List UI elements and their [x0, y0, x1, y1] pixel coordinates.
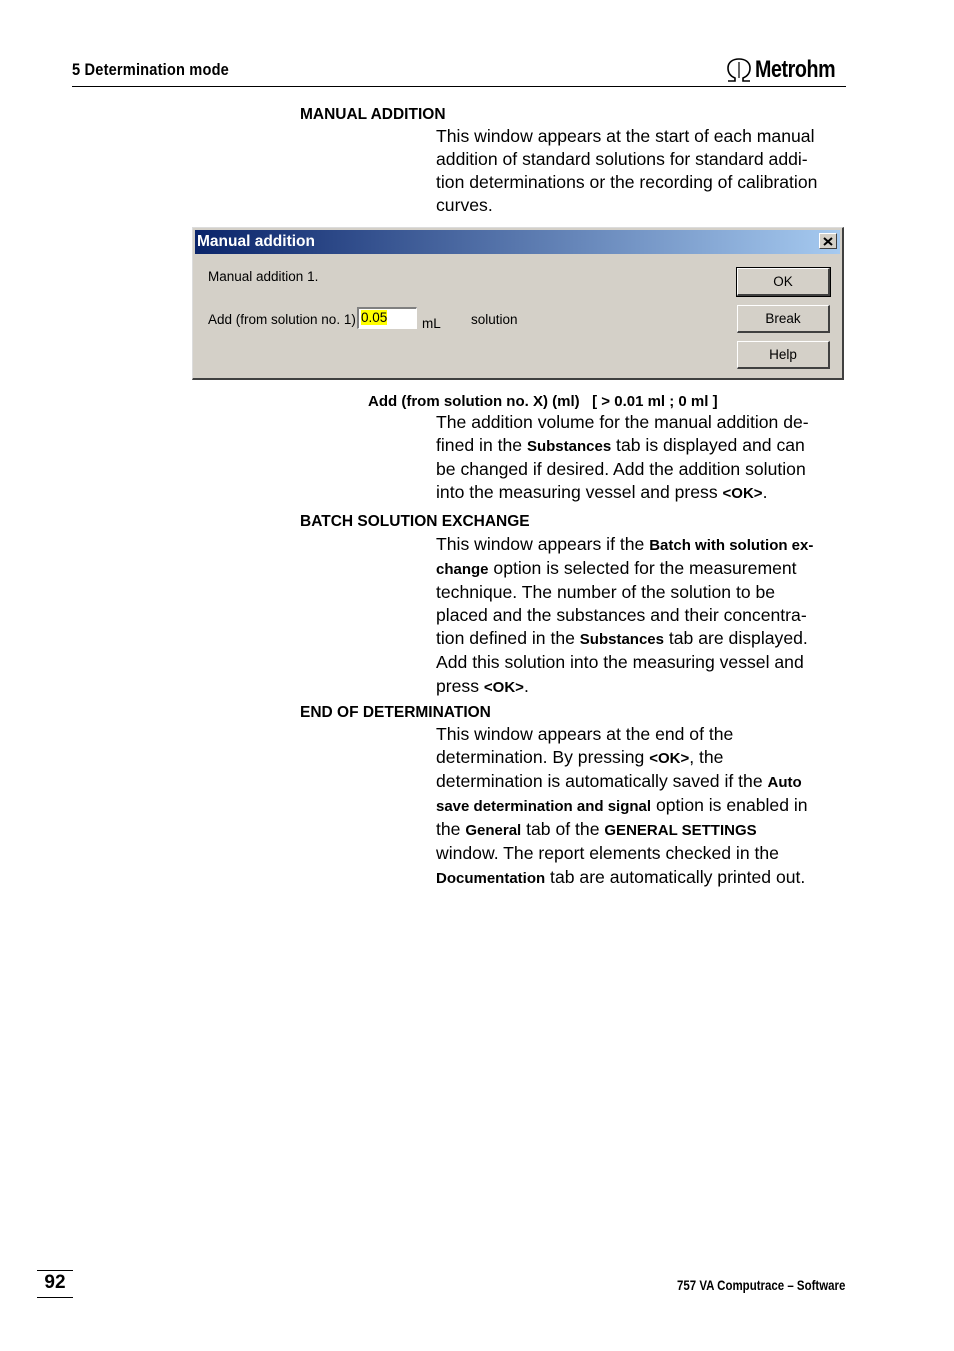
dialog-title: Manual addition — [197, 233, 315, 250]
add-param-paragraph — [436, 411, 851, 505]
text-line: Documentation tab are automatically printed out. — [436, 866, 806, 887]
param-heading-add: Add (from solution no. X) (ml) [ > 0.01 ml ; 0 ml ] — [368, 393, 718, 410]
metrohm-logo — [724, 56, 853, 84]
text-line: This window appears at the end of the — [436, 724, 734, 744]
manual-addition-paragraph — [436, 125, 851, 217]
text-line: This window appears at the start of each manual — [436, 126, 815, 146]
solution-label: solution — [471, 312, 518, 327]
term-general-settings: GENERAL SETTINGS — [604, 822, 757, 840]
text-line: tion defined in the Substances tab are displayed. — [436, 628, 808, 649]
dialog-titlebar — [195, 230, 840, 254]
text-line: into the measuring vessel and press <OK>. — [436, 482, 768, 503]
term-documentation: Documentation — [436, 869, 546, 887]
add-field-label: Add (from solution no. 1) — [208, 312, 356, 327]
text-line: be changed if desired. Add the addition solution — [436, 459, 806, 480]
term-substances: Substances — [526, 438, 612, 456]
end-paragraph — [436, 723, 851, 890]
section-heading-batch: BATCH SOLUTION EXCHANGE — [300, 513, 530, 530]
text-line: This window appears if the Batch with solution ex- — [436, 534, 814, 554]
text-line: addition of standard solutions for standard addi- — [436, 149, 808, 170]
text-line: Add this solution into the measuring vessel and — [436, 652, 804, 673]
text-line: save determination and signal option is enabled in — [436, 795, 808, 816]
manual-addition-dialog — [192, 227, 844, 380]
term-substances: Substances — [579, 631, 664, 649]
text-line: tion determinations or the recording of calibration — [436, 172, 818, 193]
term-ok: <OK> — [649, 750, 690, 768]
page-number: 92 — [44, 1272, 66, 1293]
page-number-rule-bottom — [37, 1297, 73, 1298]
text-line: placed and the substances and their concentra- — [436, 605, 807, 626]
text-line: determination is automatically saved if the Auto — [436, 771, 802, 792]
text-line: The addition volume for the manual addition de- — [436, 412, 809, 432]
term-change: change — [436, 561, 489, 579]
help-button[interactable]: Help — [737, 341, 830, 369]
header-rule — [72, 86, 846, 87]
term-batch: Batch with solution ex- — [649, 537, 814, 554]
dialog-message: Manual addition 1. — [208, 269, 319, 284]
batch-paragraph — [436, 533, 851, 699]
text-line: the General tab of the GENERAL SETTINGS — [436, 819, 757, 840]
add-volume-input[interactable] — [357, 307, 417, 329]
term-ok: <OK> — [722, 485, 763, 503]
text-line: window. The report elements checked in the — [436, 843, 779, 864]
close-icon — [823, 237, 833, 246]
logo-text: Metrohm — [755, 56, 836, 83]
term-auto: Auto — [767, 774, 802, 792]
chapter-title: 5 Determination mode — [72, 60, 229, 79]
term-ok: <OK> — [483, 678, 524, 696]
text-line: change option is selected for the measurement — [436, 558, 797, 579]
text-line: fined in the Substances tab is displayed and can — [436, 435, 805, 456]
text-line: determination. By pressing <OK>, the — [436, 747, 724, 768]
text-line: technique. The number of the solution to be — [436, 582, 776, 603]
section-heading-manual-addition: MANUAL ADDITION — [300, 106, 446, 123]
add-volume-value: 0.05 — [361, 310, 388, 325]
close-button[interactable] — [819, 233, 837, 249]
omega-icon — [724, 57, 754, 83]
break-button[interactable]: Break — [737, 305, 830, 333]
text-line: press <OK>. — [436, 675, 529, 696]
page-number-rule-top — [37, 1270, 73, 1271]
term-general: General — [465, 822, 522, 840]
ok-button[interactable]: OK — [737, 268, 830, 296]
product-name: 757 VA Computrace – Software — [676, 1277, 845, 1293]
text-line: curves. — [436, 195, 493, 216]
section-heading-end: END OF DETERMINATION — [300, 704, 491, 721]
term-save-determination: save determination and signal — [436, 798, 652, 816]
unit-label: mL — [422, 316, 441, 331]
